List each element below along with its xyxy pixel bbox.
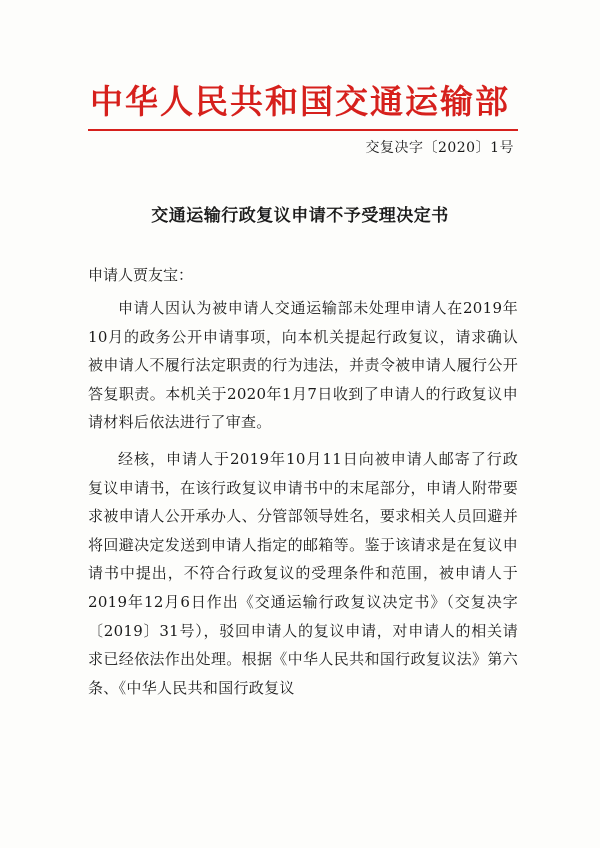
addressee-line: 申请人贾友宝： — [88, 266, 194, 284]
body-paragraph: 经核，申请人于2019年10月11日向被申请人邮寄了行政复议申请书，在该行政复议申请书中的末尾部分，申请人附带要求被申请人公开承办人、分管部领导姓名，要求相关人员回避并将回避决定发送到申请人指定的邮箱等。鉴于该请求是在复议申请书中提出，不符合行政复议的受理条件和范围，被申请人于2019年12月6日作出《交通运输行政复议决定书》（交复决字〔2019〕31号），驳回申请人的复议申请，对申请人的相关请求已经依法作出处理。根据《中华人民共和国行政复议法》第六条、《中华人民共和国行政复议 — [88, 449, 518, 697]
red-header-rule — [88, 129, 518, 131]
document-number: 交复决字〔2020〕1号 — [365, 140, 514, 156]
document-title: 交通运输行政复议申请不予受理决定书 — [151, 206, 449, 226]
body-paragraph: 申请人因认为被申请人交通运输部未处理申请人在2019年10月的政务公开申请事项，向本机关提起行政复议，请求确认被申请人不履行法定职责的行为违法，并责令被申请人履行公开答复职责。本机关于2020年1月7日收到了申请人的行政复议申请材料后依法进行了审查。 — [88, 299, 518, 432]
document-body — [88, 294, 518, 710]
organization-header: 中华人民共和国交通运输部 — [90, 82, 510, 121]
